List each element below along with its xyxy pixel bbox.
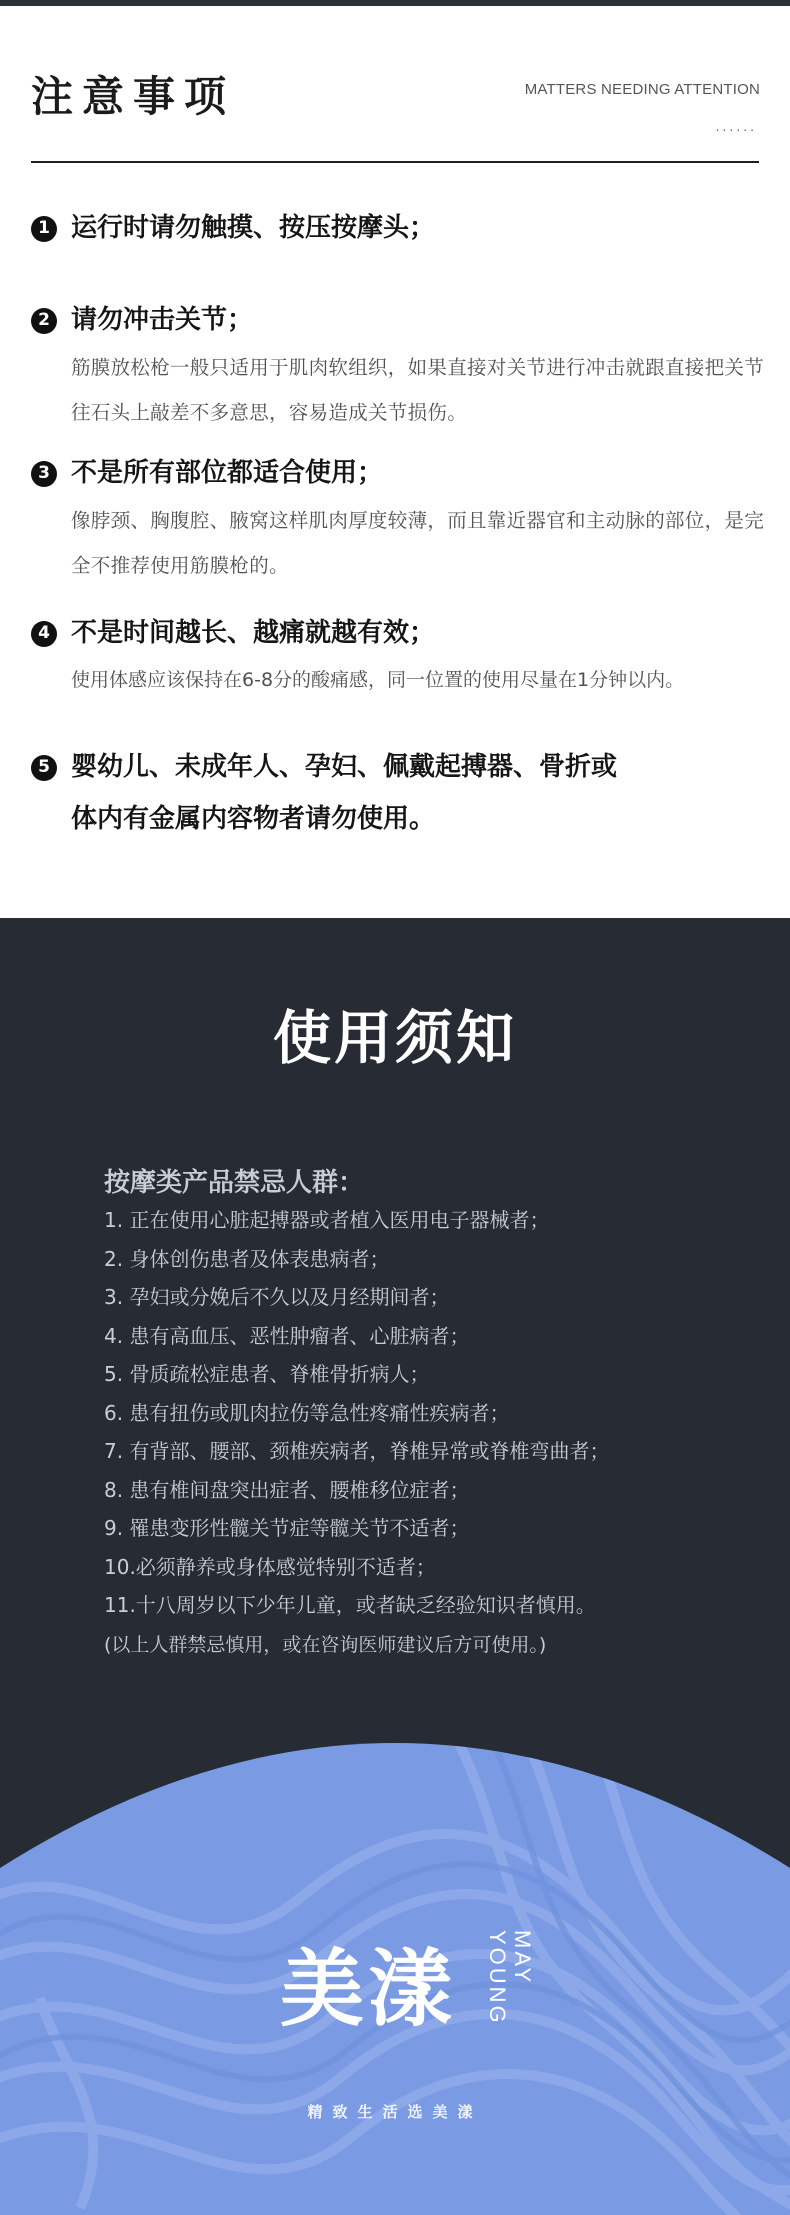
logo-english-may: MAY xyxy=(510,1930,535,1986)
list-item: 7. 有背部、腰部、颈椎疾病者，脊椎异常或脊椎弯曲者； xyxy=(104,1439,610,1463)
attention-item-2 xyxy=(31,305,771,435)
usage-title: 使用须知 xyxy=(272,1004,517,1072)
item-title: 运行时请勿触摸、按压按摩头； xyxy=(71,213,436,243)
item-description: 像脖颈、胸腹腔、腋窝这样肌肉厚度较薄，而且靠近器官和主动脉的部位，是完全不推荐使用筋膜枪的。 xyxy=(71,509,765,578)
logo-english-young: YOUNG xyxy=(485,1930,510,2026)
logo-chinese: 美漾 xyxy=(280,1940,457,2038)
item-title-continued: 体内有金属内容物者请勿使用。 xyxy=(71,804,436,835)
list-item: 6. 患有扭伤或肌肉拉伤等急性疼痛性疾病者； xyxy=(104,1400,510,1425)
item-description: 筋膜放松枪一般只适用于肌肉软组织，如果直接对关节进行冲击就跟直接把关节往石头上敲差不多意思，容易造成关节损伤。 xyxy=(71,356,765,425)
item-number-badge: 4 xyxy=(31,621,57,647)
list-item: 8. 患有椎间盘突出症者、腰椎移位症者； xyxy=(104,1477,470,1502)
item-title: 婴幼儿、未成年人、孕妇、佩戴起搏器、骨折或 xyxy=(71,752,618,782)
attention-item-5 xyxy=(31,752,771,835)
brand-logo xyxy=(0,918,790,2215)
attention-section xyxy=(0,0,790,918)
attention-title: 注意事项 xyxy=(31,72,236,121)
item-number-badge: 2 xyxy=(31,308,57,334)
list-item: 11.十八周岁以下少年儿童，或者缺乏经验知识者慎用。 xyxy=(104,1593,596,1617)
attention-divider xyxy=(31,161,759,163)
list-item: 3. 孕妇或分娩后不久以及月经期间者； xyxy=(104,1285,450,1309)
list-item: 2. 身体创伤患者及体表患病者； xyxy=(104,1246,390,1271)
item-number-badge: 5 xyxy=(31,755,57,781)
list-item: 5. 骨质疏松症患者、脊椎骨折病人； xyxy=(104,1362,430,1386)
attention-dots: ...... xyxy=(715,118,757,134)
item-title: 不是时间越长、越痛就越有效； xyxy=(71,618,436,648)
list-item: 4. 患有高血压、恶性肿瘤者、心脏病者； xyxy=(104,1323,470,1348)
item-description: 使用体感应该保持在6-8分的酸痛感，同一位置的使用尽量在1分钟以内。 xyxy=(71,669,685,692)
contraindication-note: (以上人群禁忌慎用，或在咨询医师建议后方可使用。) xyxy=(104,1634,547,1656)
top-dark-strip xyxy=(0,0,790,6)
item-title: 不是所有部位都适合使用； xyxy=(71,458,384,488)
list-item: 10.必须静养或身体感觉特别不适者； xyxy=(104,1554,436,1579)
attention-item-3 xyxy=(31,458,771,588)
usage-section xyxy=(0,918,790,2215)
attention-subtitle: MATTERS NEEDING ATTENTION xyxy=(524,81,760,98)
list-item: 1. 正在使用心脏起搏器或者植入医用电子器械者； xyxy=(104,1208,550,1232)
attention-item-1 xyxy=(31,213,771,244)
attention-item-4 xyxy=(31,618,771,703)
item-number-badge: 1 xyxy=(31,216,57,242)
brand-slogan: 精致生活选美漾 xyxy=(307,2103,483,2121)
item-title: 请勿冲击关节； xyxy=(71,305,254,335)
list-item: 9. 罹患变形性髋关节症等髋关节不适者； xyxy=(104,1516,470,1540)
item-number-badge: 3 xyxy=(31,461,57,487)
contraindication-heading: 按摩类产品禁忌人群： xyxy=(104,1168,365,1198)
